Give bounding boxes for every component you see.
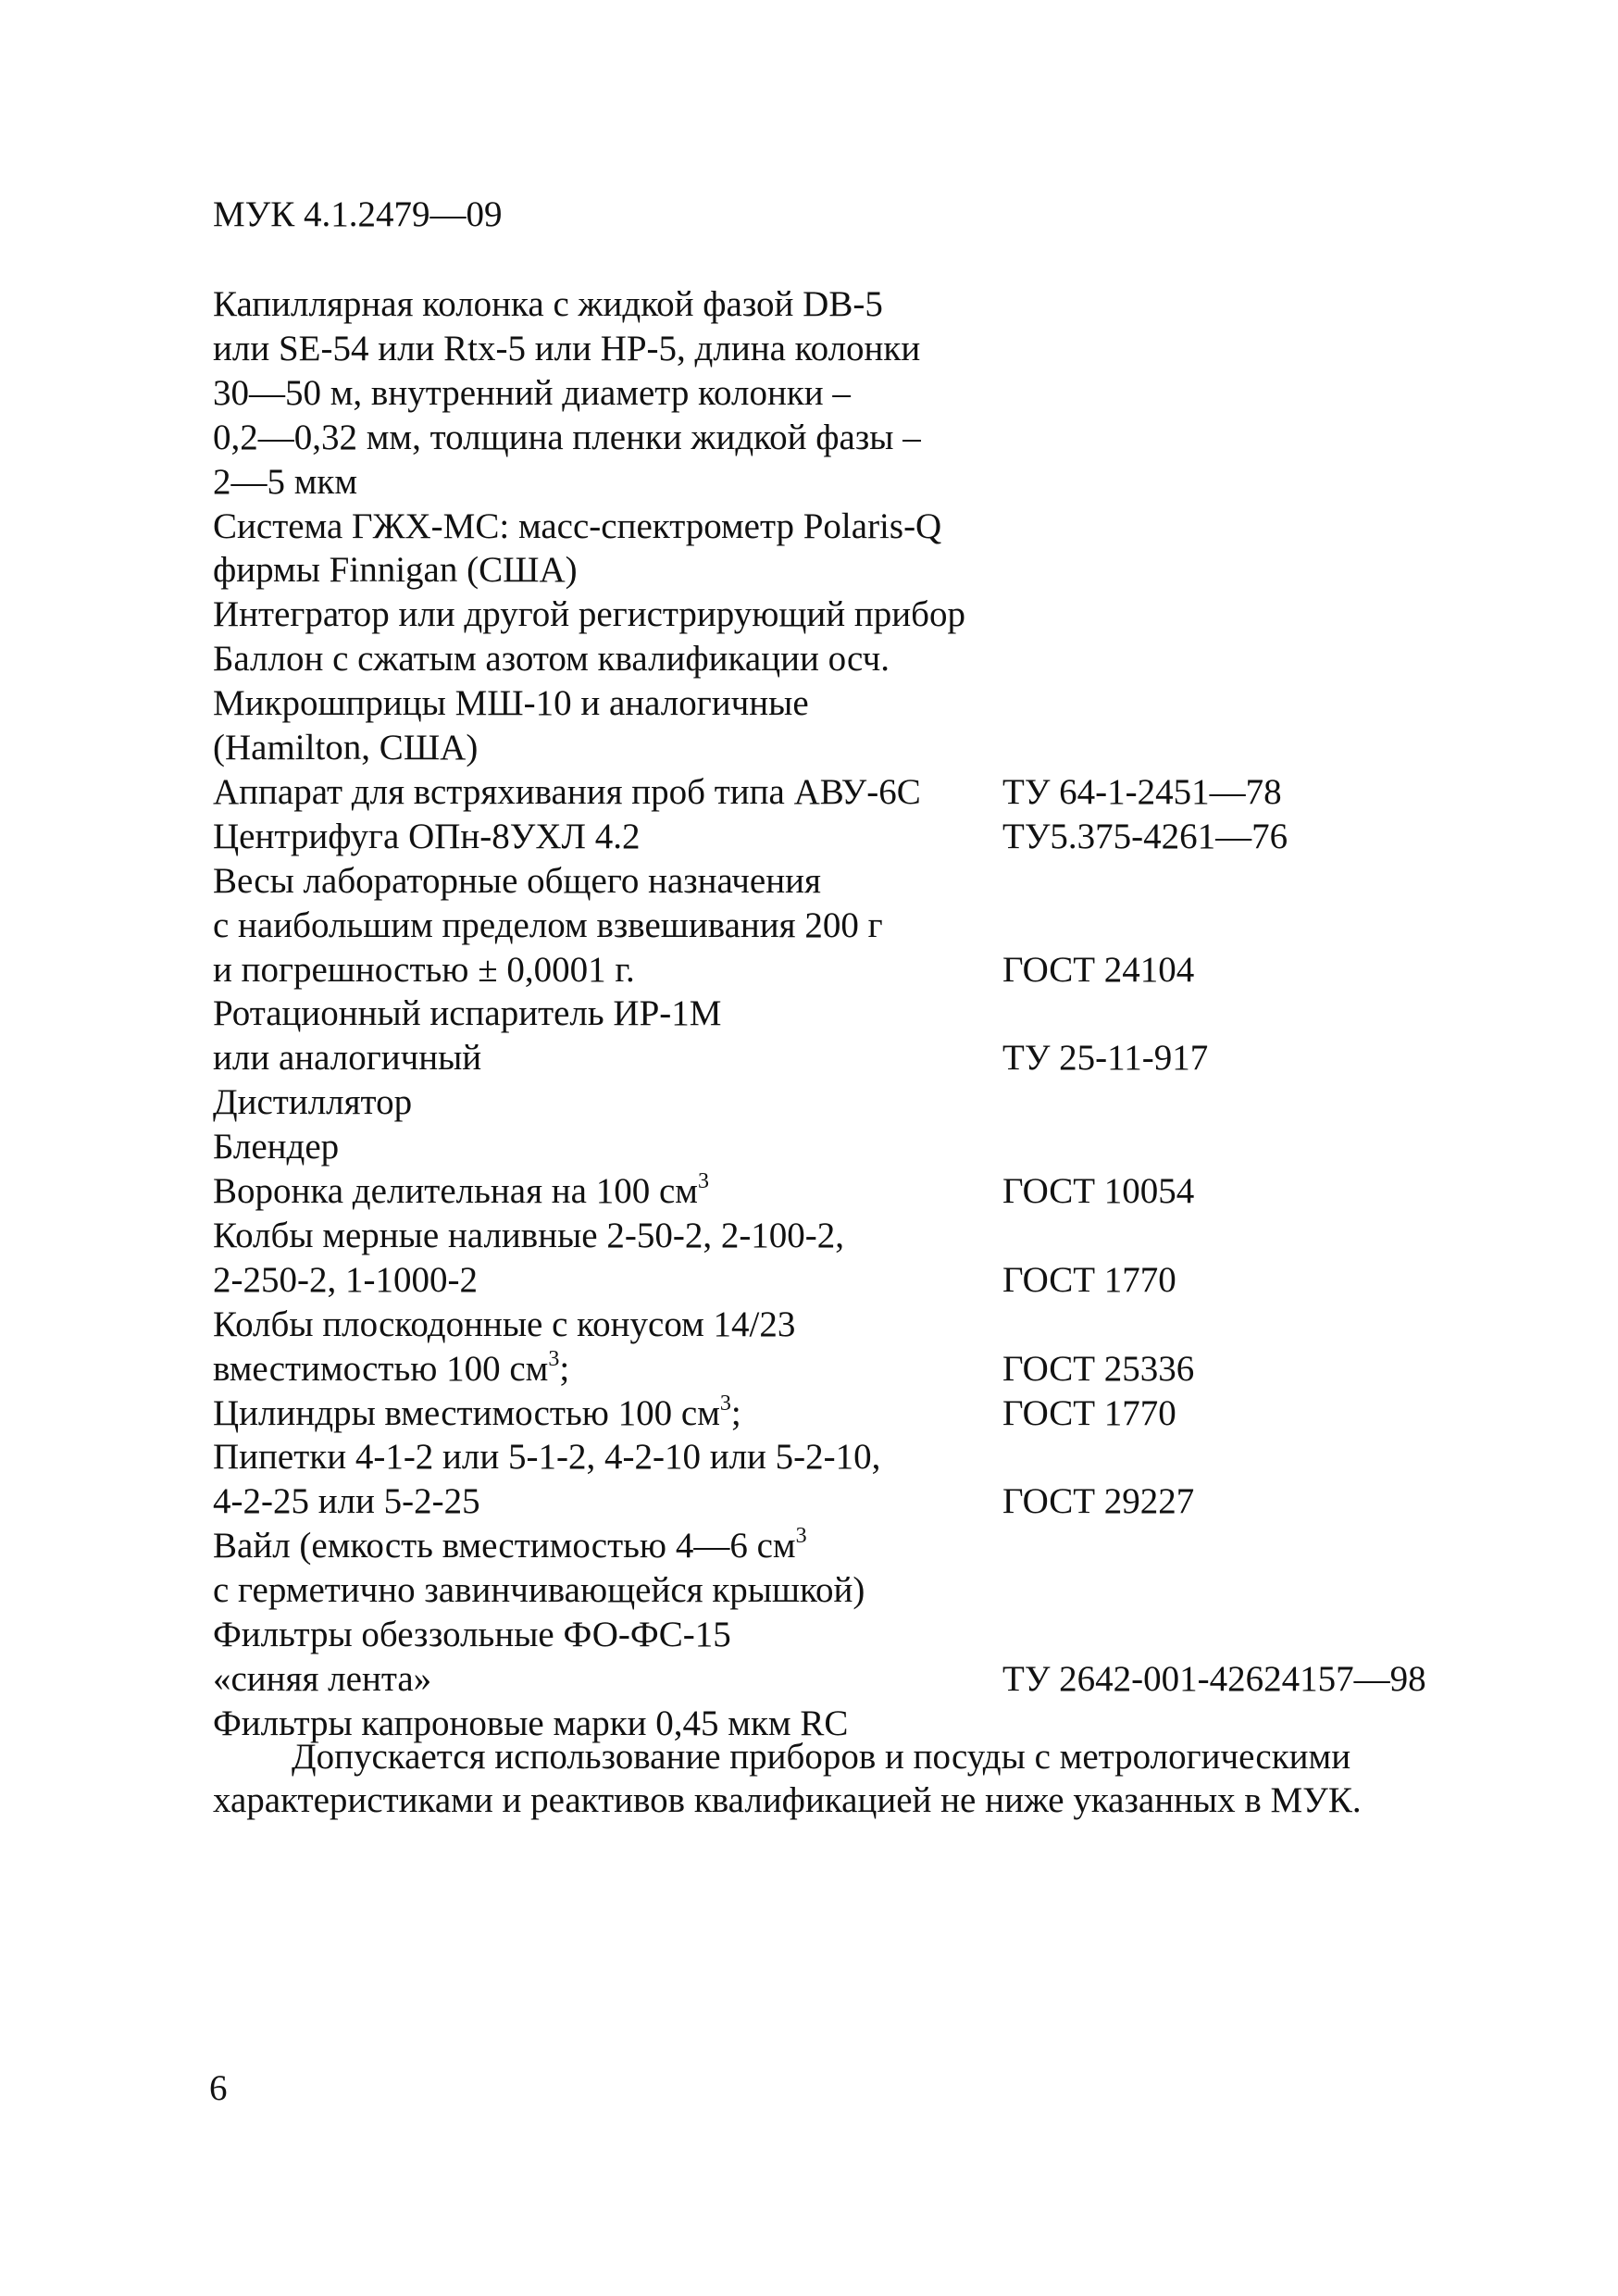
document-code-header: МУК 4.1.2479—09	[213, 194, 503, 234]
equipment-item-text: фирмы Finnigan (США)	[213, 550, 578, 590]
equipment-item	[213, 726, 478, 770]
equipment-item-text: Капиллярная колонка с жидкой фазой DB-5	[213, 284, 883, 324]
equipment-item	[213, 505, 941, 549]
equipment-item-text: Дистиллятор	[213, 1082, 413, 1122]
equipment-item	[213, 371, 851, 416]
equipment-item	[213, 460, 357, 505]
equipment-item	[213, 1303, 795, 1347]
equipment-item-text: Центрифуга ОПн-8УХЛ 4.2	[213, 817, 641, 856]
equipment-item	[213, 948, 635, 992]
equipment-item	[213, 1613, 731, 1657]
equipment-item-text: Аппарат для встряхивания проб типа АВУ-6С	[213, 772, 921, 812]
equipment-item	[213, 593, 965, 637]
equipment-item	[213, 681, 809, 726]
equipment-item-text: Микрошприцы МШ-10 и аналогичные	[213, 683, 809, 723]
equipment-item-text: Цилиндры вместимостью 100 см	[213, 1393, 720, 1433]
equipment-item-text: Блендер	[213, 1127, 340, 1167]
equipment-item-tail: ;	[730, 1393, 741, 1433]
equipment-item	[213, 1347, 569, 1391]
equipment-item-text: Воронка делительная на 100 см	[213, 1171, 698, 1211]
superscript: 3	[548, 1347, 560, 1371]
standard-reference: ТУ 25-11-917	[1002, 1038, 1209, 1078]
page-number: 6	[209, 2068, 228, 2108]
equipment-item	[213, 1258, 478, 1303]
standard-reference: ТУ5.375-4261—76	[1002, 817, 1288, 856]
equipment-item	[213, 637, 890, 681]
equipment-item	[213, 1657, 431, 1702]
equipment-item	[213, 282, 883, 327]
note-line-1: Допускается использование приборов и посуды с метрологическими	[292, 1737, 1351, 1777]
equipment-item-text: «синяя лента»	[213, 1659, 432, 1699]
equipment-item	[213, 992, 721, 1036]
superscript: 3	[795, 1524, 807, 1548]
equipment-item-text: 4-2-25 или 5-2-25	[213, 1481, 480, 1521]
standard-reference: ГОСТ 10054	[1002, 1171, 1195, 1211]
equipment-item	[213, 1169, 709, 1214]
equipment-item	[213, 1214, 844, 1258]
superscript: 3	[697, 1169, 709, 1193]
equipment-item-text: Весы лабораторные общего назначения	[213, 861, 821, 901]
equipment-item-text: вместимостью 100 см	[213, 1349, 549, 1389]
note-paragraph	[213, 1735, 1416, 1822]
equipment-item-text: Ротационный испаритель ИР-1М	[213, 993, 722, 1033]
equipment-item-text: 30—50 м, внутренний диаметр колонки –	[213, 373, 851, 413]
equipment-item	[213, 1125, 339, 1169]
equipment-item-text: с герметично завинчивающейся крышкой)	[213, 1570, 865, 1610]
equipment-item	[213, 1568, 865, 1613]
equipment-item	[213, 1391, 741, 1436]
standard-reference: ГОСТ 1770	[1002, 1260, 1176, 1300]
equipment-item-text: с наибольшим пределом взвешивания 200 г	[213, 905, 883, 945]
equipment-item	[213, 859, 821, 904]
equipment-item-tail: ;	[559, 1349, 570, 1389]
equipment-item-text: (Hamilton, США)	[213, 728, 479, 767]
standard-reference: ТУ 64-1-2451—78	[1002, 772, 1282, 812]
equipment-item-text: и погрешностью ± 0,0001 г.	[213, 950, 635, 990]
equipment-item	[213, 548, 578, 593]
equipment-item-text: Интегратор или другой регистрирующий прибор	[213, 594, 966, 634]
equipment-item	[213, 904, 883, 948]
equipment-item	[213, 1479, 480, 1524]
equipment-item-text: Система ГЖХ-МС: масс-спектрометр Polaris-Q	[213, 506, 942, 546]
standard-reference: ТУ 2642-001-42624157—98	[1002, 1659, 1426, 1699]
equipment-item-text: Пипетки 4-1-2 или 5-1-2, 4-2-10 или 5-2-10,	[213, 1437, 881, 1477]
superscript: 3	[719, 1391, 731, 1416]
equipment-item	[213, 815, 641, 859]
equipment-item	[213, 1080, 412, 1125]
equipment-item-text: Колбы плоскодонные с конусом 14/23	[213, 1304, 796, 1344]
equipment-item-text: Фильтры обеззольные ФО-ФС-15	[213, 1615, 731, 1654]
equipment-item	[213, 1435, 880, 1479]
equipment-item	[213, 1036, 481, 1080]
standard-reference: ГОСТ 24104	[1002, 950, 1195, 990]
equipment-item-text: 0,2—0,32 мм, толщина пленки жидкой фазы –	[213, 418, 921, 457]
equipment-item	[213, 327, 920, 371]
equipment-item	[213, 416, 921, 460]
equipment-item	[213, 770, 921, 815]
standard-reference: ГОСТ 29227	[1002, 1481, 1195, 1521]
standard-reference: ГОСТ 1770	[1002, 1393, 1176, 1433]
equipment-item-text: Колбы мерные наливные 2-50-2, 2-100-2,	[213, 1216, 845, 1255]
equipment-item	[213, 1524, 807, 1568]
equipment-item-text: или SE-54 или Rtx-5 или HP-5, длина колонки	[213, 329, 921, 368]
equipment-item-text: или аналогичный	[213, 1038, 482, 1078]
equipment-item-text: 2—5 мкм	[213, 462, 358, 502]
equipment-item-text: Фильтры капроновые марки 0,45 мкм RC	[213, 1703, 849, 1743]
equipment-item-text: 2-250-2, 1-1000-2	[213, 1260, 478, 1300]
equipment-item-text: Вайл (емкость вместимостью 4—6 см	[213, 1526, 796, 1566]
equipment-item-text: Баллон с сжатым азотом квалификации осч.	[213, 639, 890, 679]
standard-reference: ГОСТ 25336	[1002, 1349, 1195, 1389]
note-line-2: характеристиками и реактивов квалификацией не ниже указанных в МУК.	[213, 1780, 1362, 1820]
